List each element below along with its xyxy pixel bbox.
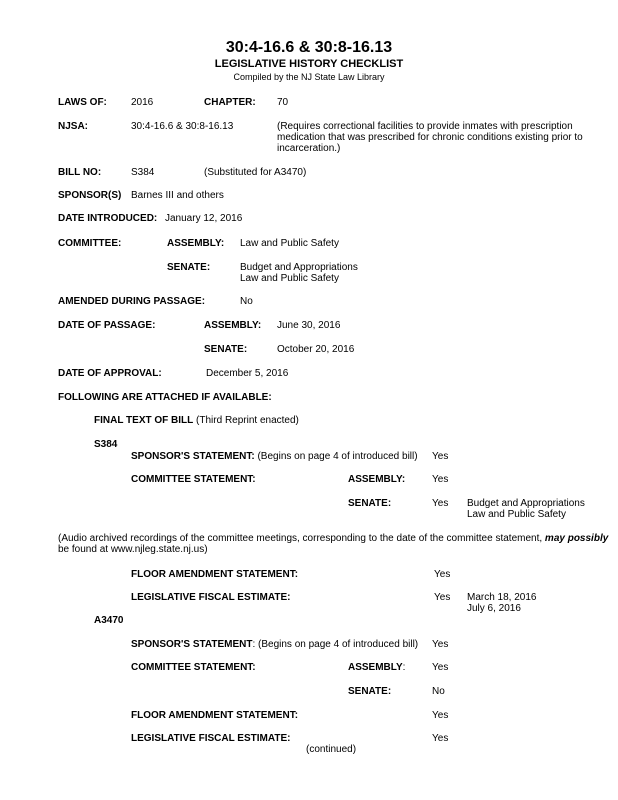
bill-substitution-note: (Substituted for A3470) bbox=[204, 167, 307, 178]
chapter-value: 70 bbox=[277, 97, 289, 108]
a3470-floor-label: FLOOR AMENDMENT STATEMENT: bbox=[131, 710, 299, 721]
final-text-note: (Third Reprint enacted) bbox=[196, 415, 299, 426]
document-subtitle: LEGISLATIVE HISTORY CHECKLIST bbox=[214, 58, 404, 70]
committee-senate-value-1: Budget and Appropriations bbox=[240, 262, 358, 273]
s384-fiscal-value: Yes bbox=[434, 592, 451, 603]
a3470-committee-label: COMMITTEE STATEMENT: bbox=[131, 662, 256, 673]
a3470-heading: A3470 bbox=[94, 615, 124, 626]
a3470-fiscal-value: Yes bbox=[432, 733, 449, 744]
continued-note: (continued) bbox=[306, 744, 357, 755]
a3470-senate-label: SENATE: bbox=[348, 686, 392, 697]
sponsors-value: Barnes III and others bbox=[131, 190, 224, 201]
njsa-label: NJSA: bbox=[58, 121, 89, 132]
a3470-assembly-line bbox=[348, 662, 405, 674]
passage-senate-label: SENATE: bbox=[204, 344, 248, 355]
s384-sponsor-value: Yes bbox=[432, 451, 449, 462]
s384-senate-label: SENATE: bbox=[348, 498, 392, 509]
bill-no-label: BILL NO: bbox=[58, 167, 102, 178]
date-introduced-value: January 12, 2016 bbox=[165, 213, 243, 224]
audio-note-emphasis: may possibly bbox=[544, 533, 609, 544]
a3470-sponsor-note: : (Begins on page 4 of introduced bill) bbox=[252, 639, 419, 650]
a3470-assembly-value: Yes bbox=[432, 662, 449, 673]
s384-senate-value: Yes bbox=[432, 498, 449, 509]
s384-assembly-value: Yes bbox=[432, 474, 449, 485]
sponsors-label: SPONSOR(S) bbox=[58, 190, 122, 201]
s384-senate-committee-2: Law and Public Safety bbox=[467, 509, 566, 520]
passage-assembly-label: ASSEMBLY: bbox=[204, 320, 262, 331]
document-title: 30:4-16.6 & 30:8-16.13 bbox=[225, 39, 393, 56]
compiled-by: Compiled by the NJ State Law Library bbox=[233, 72, 385, 82]
s384-floor-label: FLOOR AMENDMENT STATEMENT: bbox=[131, 569, 299, 580]
date-introduced-label: DATE INTRODUCED: bbox=[58, 213, 158, 224]
bill-no-value: S384 bbox=[131, 167, 155, 178]
a3470-assembly-colon: : bbox=[402, 662, 406, 673]
s384-sponsor-label: SPONSOR'S STATEMENT: bbox=[131, 451, 255, 462]
amended-value: No bbox=[240, 296, 253, 307]
chapter-label: CHAPTER: bbox=[204, 97, 256, 108]
committee-senate-value-2: Law and Public Safety bbox=[240, 273, 339, 284]
s384-sponsor-note: (Begins on page 4 of introduced bill) bbox=[257, 451, 418, 462]
amended-label: AMENDED DURING PASSAGE: bbox=[58, 296, 206, 307]
njsa-description-line-2: medication that was prescribed for chronic conditions existing prior to bbox=[277, 132, 583, 143]
s384-heading: S384 bbox=[94, 439, 118, 450]
a3470-senate-value: No bbox=[432, 686, 445, 697]
date-of-passage-label: DATE OF PASSAGE: bbox=[58, 320, 156, 331]
date-of-approval-value: December 5, 2016 bbox=[206, 368, 289, 379]
audio-note-line-2: be found at www.njleg.state.nj.us) bbox=[58, 544, 208, 555]
s384-assembly-label: ASSEMBLY: bbox=[348, 474, 406, 485]
final-text-line bbox=[94, 415, 299, 427]
njsa-description-line-1: (Requires correctional facilities to provide inmates with prescription bbox=[277, 121, 573, 132]
date-of-approval-label: DATE OF APPROVAL: bbox=[58, 368, 162, 379]
s384-fiscal-label: LEGISLATIVE FISCAL ESTIMATE: bbox=[131, 592, 291, 603]
s384-senate-committee-1: Budget and Appropriations bbox=[467, 498, 585, 509]
s384-fiscal-date-2: July 6, 2016 bbox=[467, 603, 521, 614]
committee-senate-label: SENATE: bbox=[167, 262, 211, 273]
laws-of-value: 2016 bbox=[131, 97, 154, 108]
laws-of-label: LAWS OF: bbox=[58, 97, 107, 108]
a3470-assembly-label: ASSEMBLY bbox=[348, 662, 403, 673]
final-text-label: FINAL TEXT OF BILL bbox=[94, 415, 194, 426]
committee-assembly-label: ASSEMBLY: bbox=[167, 238, 225, 249]
a3470-fiscal-label: LEGISLATIVE FISCAL ESTIMATE: bbox=[131, 733, 291, 744]
s384-floor-value: Yes bbox=[434, 569, 451, 580]
committee-assembly-value: Law and Public Safety bbox=[240, 238, 339, 249]
following-heading: FOLLOWING ARE ATTACHED IF AVAILABLE: bbox=[58, 392, 272, 403]
a3470-sponsor-value: Yes bbox=[432, 639, 449, 650]
committee-label: COMMITTEE: bbox=[58, 238, 122, 249]
s384-committee-label: COMMITTEE STATEMENT: bbox=[131, 474, 256, 485]
s384-sponsor-line bbox=[131, 451, 418, 463]
njsa-value: 30:4-16.6 & 30:8-16.13 bbox=[131, 121, 234, 132]
s384-fiscal-date-1: March 18, 2016 bbox=[467, 592, 537, 603]
a3470-sponsor-line bbox=[131, 639, 418, 651]
njsa-description-line-3: incarceration.) bbox=[277, 143, 341, 154]
passage-senate-value: October 20, 2016 bbox=[277, 344, 355, 355]
passage-assembly-value: June 30, 2016 bbox=[277, 320, 341, 331]
a3470-sponsor-label: SPONSOR'S STATEMENT bbox=[131, 639, 253, 650]
a3470-floor-value: Yes bbox=[432, 710, 449, 721]
audio-note-text: (Audio archived recordings of the committee meetings, corresponding to the date of the committee statement, bbox=[58, 533, 543, 544]
